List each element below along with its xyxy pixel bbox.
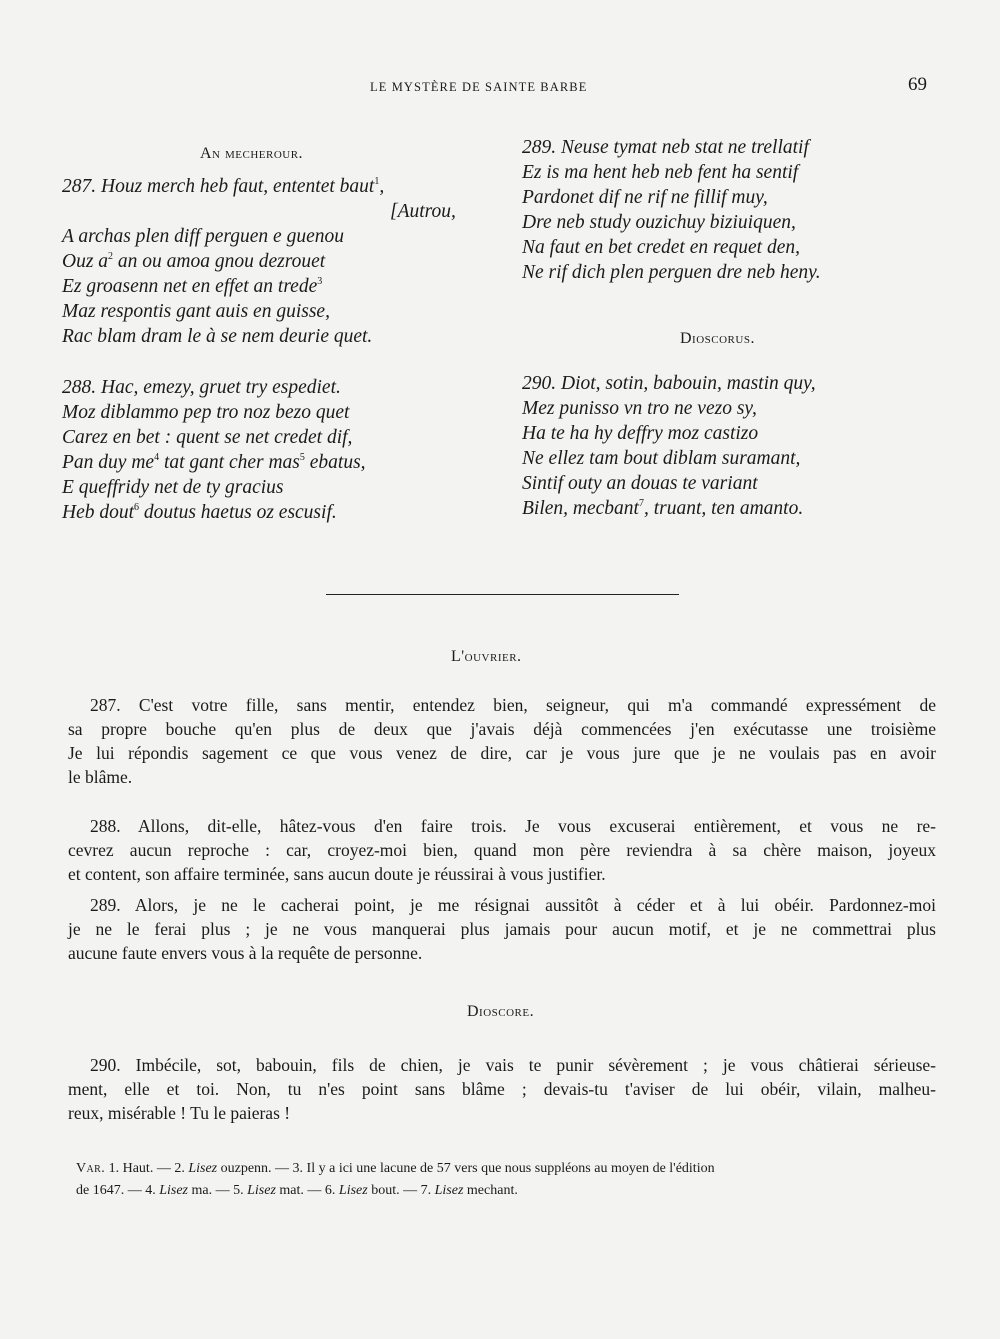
verse-line: 288. Hac, emezy, gruet try espediet. <box>62 377 341 398</box>
verse-line: Moz diblammo pep tro noz bezo quet <box>62 402 350 423</box>
verse-line: Heb dout$^6$ doutus haetus oz escusif. <box>62 502 337 523</box>
verse-line: Maz respontis gant auis en guisse, <box>62 301 330 322</box>
verse-column-right <box>522 135 962 521</box>
prose-line: Je lui répondis sagement ce que vous venez de dire, car je vous jure que je ne voulais pas en avoir <box>68 743 936 763</box>
speaker-label-dioscorus: Dioscorus. <box>680 330 755 347</box>
verse-line: E queffridy net de ty gracius <box>62 477 284 498</box>
prose-line: 290. Imbécile, sot, babouin, fils de chien, je vais te punir sévèrement ; je vous châtierai sérieuse- <box>90 1055 936 1075</box>
verse-line: Pardonet dif ne rif ne fillif muy, <box>522 187 768 208</box>
prose-line: le blâme. <box>68 767 133 787</box>
speaker-label-mecherour: An mecherour. <box>200 145 304 162</box>
verse-line: Rac blam dram le à se nem deurie quet. <box>62 326 373 347</box>
verse-line: Dre neb study ouzichuy biziuiquen, <box>522 212 796 233</box>
prose-line: 288. Allons, dit-elle, hâtez-vous d'en faire trois. Je vous excuserai entièrement, et vous ne re- <box>90 816 936 836</box>
translation-paragraph-290 <box>68 1053 936 1125</box>
verse-line: Ne rif dich plen perguen dre neb heny. <box>522 262 821 283</box>
verse-line: Ez groasenn net en effet an trede$^3$ <box>62 276 323 297</box>
translation-paragraph-287 <box>68 693 936 789</box>
verse-line: [Autrou, <box>390 201 456 222</box>
prose-line: et content, son affaire terminée, sans aucun doute je réussirai à vous justifier. <box>68 864 606 884</box>
footnote-label: Var. <box>76 1161 106 1176</box>
verse-line: A archas plen diff perguen e guenou <box>62 226 344 247</box>
verse-line: Ez is ma hent heb neb fent ha sentif <box>522 162 799 183</box>
stanza-number: 287. <box>62 176 97 197</box>
verse-column-left <box>62 142 507 525</box>
footnote-marker: 6 <box>134 502 140 513</box>
verse-line: 289. Neuse tymat neb stat ne trellatif <box>522 137 809 158</box>
translation-paragraph-288 <box>68 814 936 886</box>
prose-line: je ne le ferai plus ; je ne vous manquerai plus jamais pour aucun motif, et je ne commettrai plus <box>68 919 936 939</box>
verse-line: Ha te ha hy deffry moz castizo <box>522 423 759 444</box>
translation-paragraph-289 <box>68 893 936 965</box>
prose-line: 287. C'est votre fille, sans mentir, entendez bien, seigneur, qui m'a commandé expressément de <box>90 695 936 715</box>
section-divider <box>326 594 679 595</box>
verse-line: Mez punisso vn tro ne vezo sy, <box>522 398 757 419</box>
prose-line: cevrez aucun reproche : car, croyez-moi bien, quand mon père reviendra à sa chère maison, joyeux <box>68 840 936 860</box>
prose-line: 289. Alors, je ne le cacherai point, je me résignai aussitôt à céder et à lui obéir. Pardonnez-moi <box>90 895 936 915</box>
verse-line: 287. Houz merch heb faut, ententet baut$^1$, <box>62 176 385 197</box>
verse-line: Ne ellez tam bout diblam suramant, <box>522 448 801 469</box>
verse-line: Na faut en bet credet en requet den, <box>522 237 800 258</box>
footnote-marker: 5 <box>299 452 305 463</box>
prose-line: reux, misérable ! Tu le paieras ! <box>68 1103 291 1123</box>
footnote-marker: 1 <box>374 176 380 187</box>
footnote-marker: 7 <box>638 498 644 509</box>
verse-line: Sintif outy an douas te variant <box>522 473 758 494</box>
verse-line: Pan duy $me^4$ tat gant cher mas$^5$ ebatus, <box>62 452 366 473</box>
prose-line: sa propre bouche qu'en plus de deux que j'avais déjà commencées j'en exécutasse une troisième <box>68 719 936 739</box>
footnote-marker: 3 <box>317 276 323 287</box>
footnote-line: Var. 1. Haut. — 2. Lisez ouzpenn. — 3. Il y a ici une lacune de 57 vers que nous suppléons au moyen de l'édition <box>76 1161 715 1176</box>
running-head: LE MYSTÈRE DE SAINTE BARBE <box>370 80 588 94</box>
footnotes <box>76 1158 942 1202</box>
page-number: 69 <box>908 74 927 95</box>
verse-line: Carez en bet : quent se net credet dif, <box>62 427 353 448</box>
footnote-marker: 2 <box>108 251 114 262</box>
verse-line: 290. Diot, sotin, babouin, mastin quy, <box>522 373 816 394</box>
verse-line: Ouz $a^2$ an ou amoa gnou dezrouet <box>62 251 326 272</box>
speaker-label-ouvrier: L'ouvrier. <box>451 648 522 665</box>
footnote-line: de 1647. — 4. Lisez ma. — 5. Lisez mat. — 6. Lisez bout. — 7. Lisez mechant. <box>76 1183 518 1198</box>
footnote-marker: 4 <box>154 452 160 463</box>
prose-line: aucune faute envers vous à la requête de personne. <box>68 943 423 963</box>
speaker-label-dioscore: Dioscore. <box>467 1003 535 1020</box>
verse-line: Bilen, mecbant$^7$, truant, ten amanto. <box>522 498 804 519</box>
prose-line: ment, elle et toi. Non, tu n'es point sans blâme ; devais-tu t'aviser de lui obéir, vilain, malheu- <box>68 1079 936 1099</box>
